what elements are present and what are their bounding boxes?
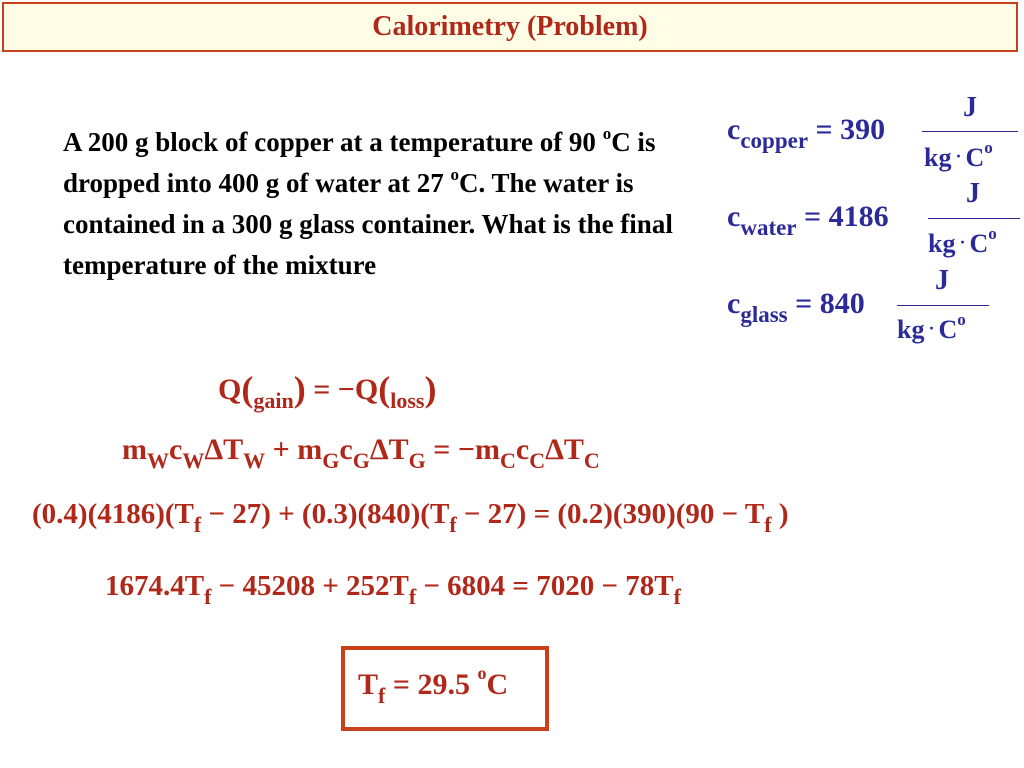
problem-text-1: A 200 g block of copper at a temperature of 90 bbox=[63, 127, 603, 157]
c-water-unit-denominator: kg · $C^o$ bbox=[928, 224, 997, 258]
equation-heat-balance: $Q(_{gain}) = -Q(_{loss})$ bbox=[218, 369, 437, 413]
c-glass: $c_{glass} = 840$ bbox=[727, 287, 865, 327]
degree-sup-1: o bbox=[602, 124, 612, 143]
c-glass-fraction-line bbox=[897, 305, 989, 306]
c-glass-unit-denominator: kg · $C^o$ bbox=[897, 310, 966, 344]
c-glass-unit-numerator: J bbox=[935, 265, 949, 296]
title-bar bbox=[2, 2, 1018, 52]
c-copper-fraction-line bbox=[922, 131, 1018, 132]
equation-expanded: $m_Wc_W\Delta T_W + m_Gc_G\Delta T_G = -m_Cc_C\Delta T_C$ bbox=[122, 433, 600, 473]
problem-text-3: C. The water is contained in a 300 g glass container. What is the final temperature of the mixture bbox=[63, 168, 673, 280]
equation-substituted: $(0.4)(4186)(T_f - 27) + (0.3)(840)(T_f - 27) = (0.2)(390)(90 - T_f$ ) bbox=[32, 498, 789, 537]
c-water-unit-numerator: J bbox=[966, 178, 980, 209]
c-copper: $c_{copper} = 390$ bbox=[727, 113, 886, 153]
final-answer: $T_f = 29.5$ $^o$C bbox=[358, 663, 509, 708]
slide-title: Calorimetry (Problem) bbox=[372, 11, 648, 42]
c-copper-unit-numerator: J bbox=[963, 92, 977, 123]
c-water-fraction-line bbox=[928, 218, 1020, 219]
equation-simplified: $1674.4T_f - 45208 + 252T_f - 6804 = 7020 - 78T_f$ bbox=[105, 570, 681, 609]
problem-text-2: C is dropped into 400 g of water at 27 bbox=[63, 127, 656, 198]
problem-statement bbox=[63, 122, 673, 286]
degree-sup-2: o bbox=[450, 165, 460, 184]
c-copper-unit-denominator: kg · $C^o$ bbox=[924, 138, 993, 172]
c-water: $c_{water} = 4186$ bbox=[727, 200, 889, 240]
